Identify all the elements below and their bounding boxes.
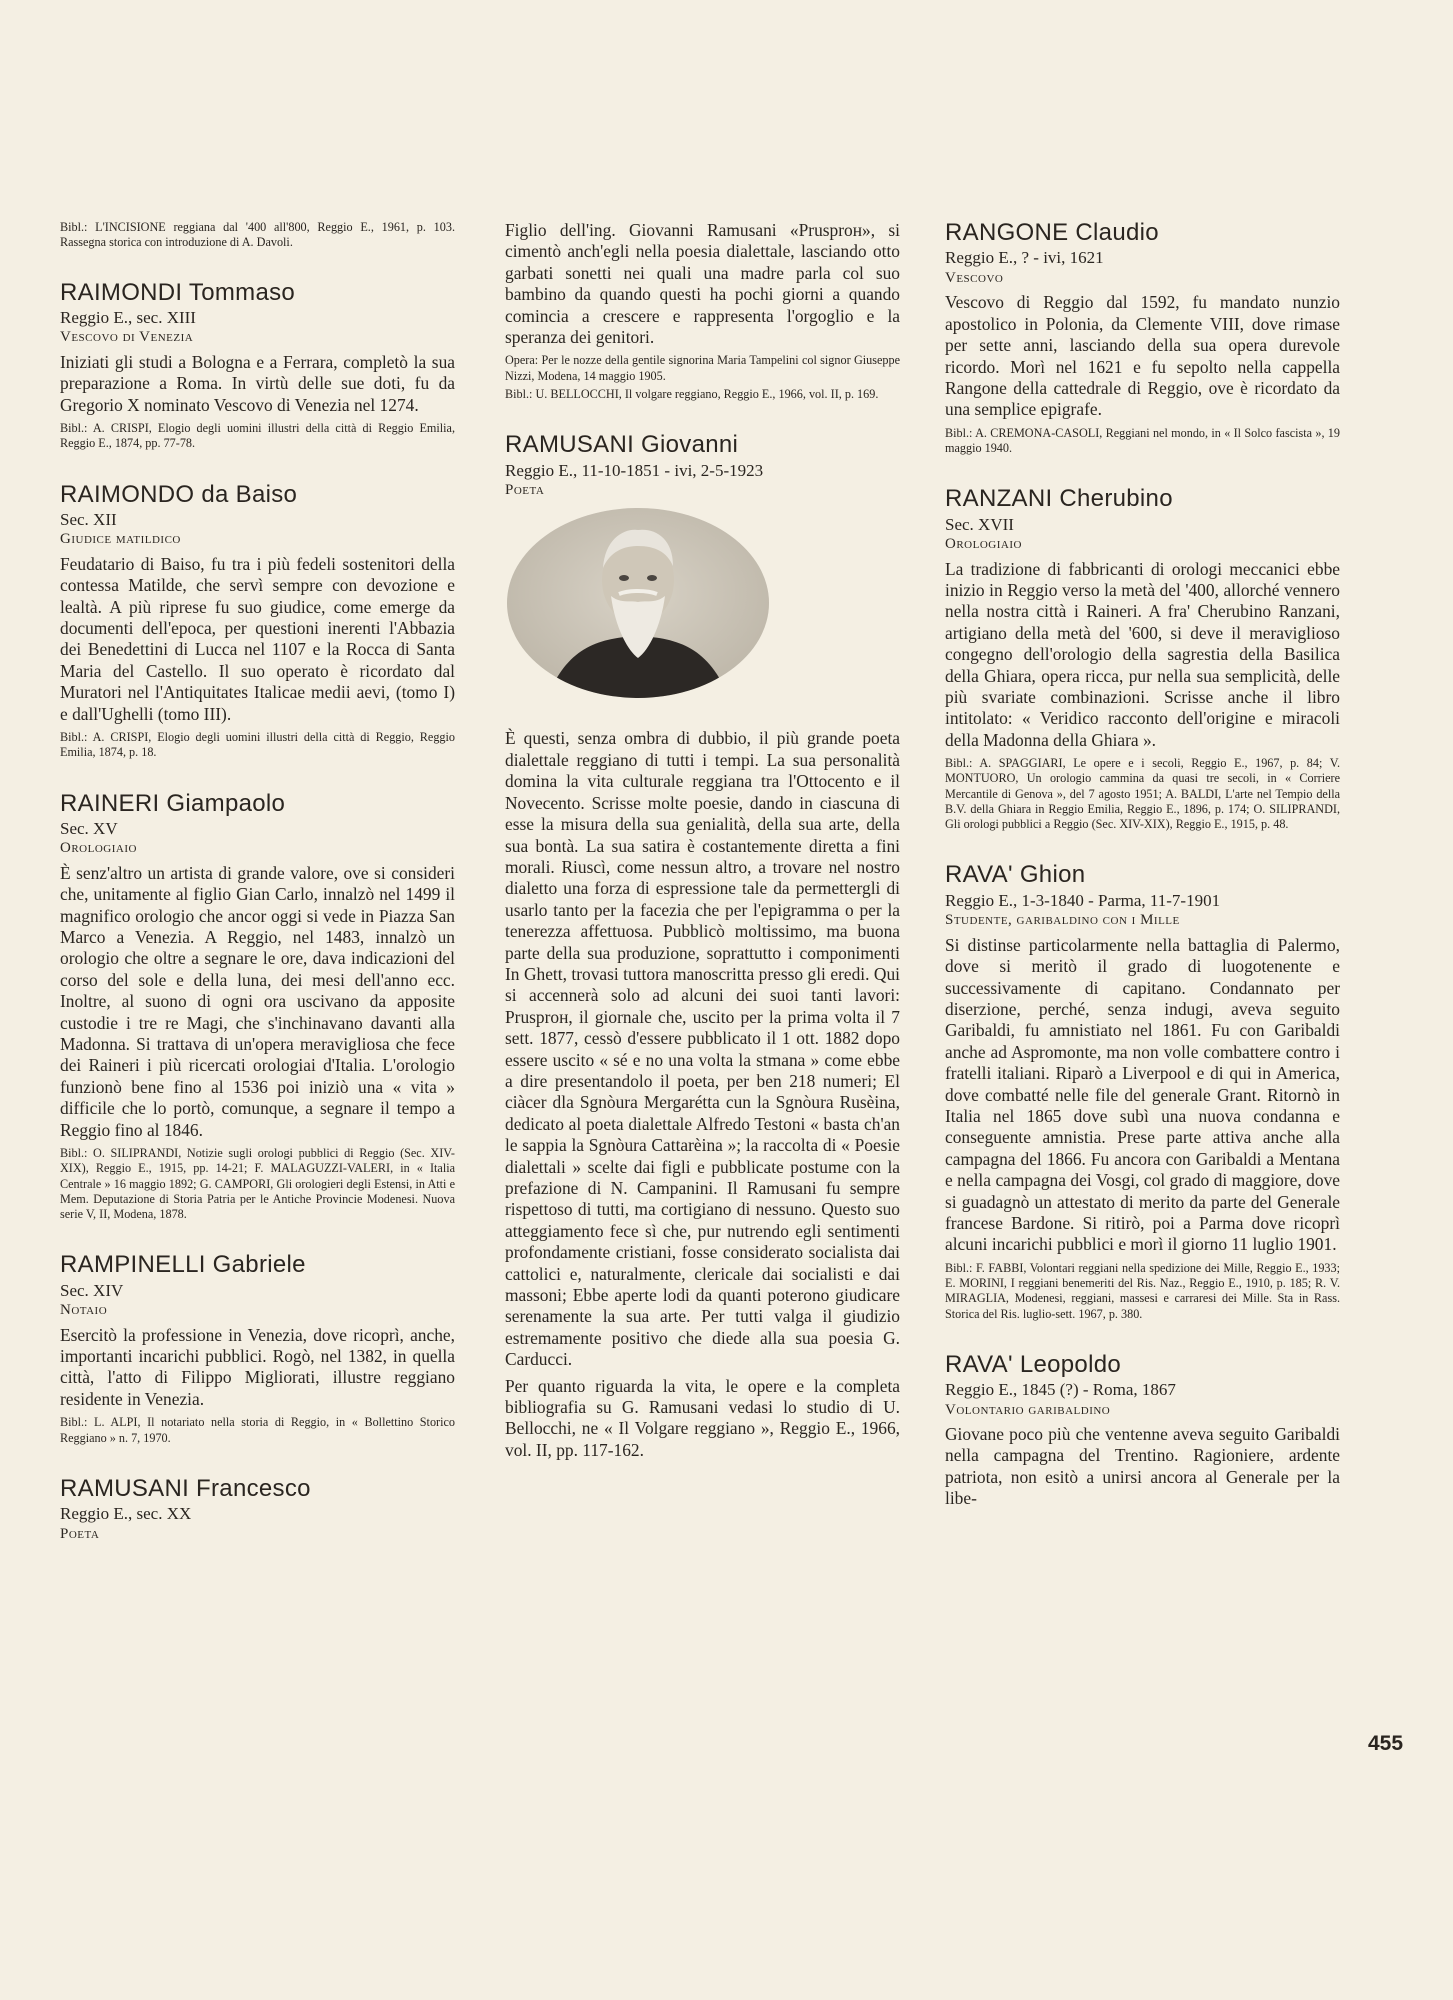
entry-name: RAINERI Giampaolo: [60, 789, 286, 817]
entry-body: Iniziati gli studi a Bologna e a Ferrara, completò la sua preparazione a Roma. In virtù delle sue doti, fu da Gregorio X nominato Vescovo di Venezia nel 1274.: [60, 351, 455, 415]
entry-name: RAMPINELLI Gabriele: [60, 1251, 306, 1279]
entry-dates: Reggio E., 11-10-1851 - ivi, 2-5-1923: [505, 460, 764, 480]
entry-role: Orologiaio: [60, 840, 137, 857]
entry-dates: Reggio E., 1-3-1840 - Parma, 11-7-1901: [945, 890, 1221, 910]
entry-bibliography: Bibl.: A. SPAGGIARI, Le opere e i secoli, Reggio E., 1967, p. 84; V. MONTUORO, Un orologio cammina da quasi tre secoli, in « Corriere Mercantile di Genova », del 7 agosto 1951; A. BALDI, L'arte nel Tempio della B.V. della Ghiara in Reggio Emilia, Reggio E., 1896, p. 174; O. SILIPRANDI, Gli orologi pubblici a Reggio (Sec. XIV-XIX), Reggio E., 1915, p. 48.: [945, 756, 1340, 832]
entry-ramusani-giovanni: [505, 432, 900, 1461]
entry-role: Giudice matildico: [60, 531, 181, 548]
entry-rangone-claudio: [945, 220, 1340, 456]
entry-role: Volontario garibaldino: [945, 1401, 1111, 1418]
entry-body-continued: Per quanto riguarda la vita, le opere e la completa bibliografia su G. Ramusani vedasi lo studio di U. Bellocchi, ne « Il Volgare reggiano », Reggio E., 1966, vol. II, pp. 117-162.: [505, 1375, 900, 1460]
entry-role: Vescovo di Venezia: [60, 329, 194, 346]
entry-dates: Reggio E., 1845 (?) - Roma, 1867: [945, 1380, 1176, 1400]
entry-role: Orologiaio: [945, 536, 1022, 552]
entry-raimondo-da-baiso: [60, 482, 455, 761]
entry-body: Esercitò la professione in Venezia, dove ricoprì, anche, importanti incarichi pubblici. Rogò, nel 1382, in quella città, l'atto di Filippo Migliorati, illustre reggiano residente in Venezia.: [60, 1324, 455, 1409]
entry-name: RAMUSANI Giovanni: [505, 431, 739, 459]
entry-bibliography: Bibl.: A. CRISPI, Elogio degli uomini illustri della città di Reggio, Reggio Emilia, 1874, p. 18.: [60, 730, 455, 760]
entry-ramusani-francesco-continued: [505, 220, 900, 402]
entry-raineri-giampaolo: [60, 791, 455, 1223]
entry-name: RAVA' Leopoldo: [945, 1350, 1122, 1378]
entry-opera: Opera: Per le nozze della gentile signorina Maria Tampelini col signor Giuseppe Nizzi, Modena, 14 maggio 1905.: [505, 353, 900, 383]
entry-dates: Sec. XII: [60, 509, 117, 529]
entry-bibliography: Bibl.: O. SILIPRANDI, Notizie sugli orologi pubblici di Reggio (Sec. XIV-XIX), Reggio E., 1915, pp. 14-21; F. MALAGUZZI-VALERI, in « Italia Centrale » 16 maggio 1892; G. CAMPORI, Gli orologieri degli Estensi, in Atti e Mem. Deputazione di Storia Patria per le Antiche Provincie Modenesi. Nuova serie V, II, Modena, 1878.: [60, 1146, 455, 1222]
entry-role: Studente, garibaldino con i Mille: [945, 912, 1180, 929]
entry-ranzani-cherubino: [945, 486, 1340, 832]
entry-body: Figlio dell'ing. Giovanni Ramusani «Prusprон», si cimentò anch'egli nella poesia dialettale, lasciando otto garbati sonetti nei quali una madre parla col suo bambino da quando questi ha pochi giorni a quando comincia a crescere e rappresenta l'orgoglio e la speranza dei genitori.: [505, 220, 900, 348]
entry-role: Poeta: [505, 481, 545, 498]
entry-dates: Reggio E., ? - ivi, 1621: [945, 248, 1104, 268]
entry-name: RAMUSANI Francesco: [60, 1474, 311, 1502]
entry-dates: Reggio E., sec. XX: [60, 1504, 192, 1524]
entry-rava-leopoldo: [945, 1352, 1340, 1510]
entry-name: RAIMONDI Tommaso: [60, 278, 296, 306]
entry-role: Vescovo: [945, 269, 1004, 286]
entry-body: Feudatario di Baiso, fu tra i più fedeli sostenitori della contessa Matilde, che servì sempre con devozione e lealtà. A più riprese fu suo giudice, come emerge da documenti dell'epoca, per questioni inerenti l'Abbazia dei Benedettini di Lucca nel 1107 e la Rocca di Santa Maria del Castello. Il suo operato è ricordato dal Muratori nel l'Antiquitates Italicae medii aevi, (tomo I) e dall'Ughelli (tomo III).: [60, 553, 455, 724]
entry-dates: Reggio E., sec. XIII: [60, 307, 196, 327]
entry-name: RAVA' Ghion: [945, 861, 1086, 889]
entry-bibliography: Bibl.: L. ALPI, Il notariato nella storia di Reggio, in « Bollettino Storico Reggiano » n. 7, 1970.: [60, 1415, 455, 1445]
entry-ramusani-francesco: [60, 1476, 455, 1544]
intro-bibliography: Bibl.: L'INCISIONE reggiana dal '400 all'800, Reggio E., 1961, p. 103. Rassegna storica con introduzione di A. Davoli.: [60, 220, 455, 250]
entry-bibliography: Bibl.: A. CRISPI, Elogio degli uomini illustri della città di Reggio Emilia, Reggio E., 1874, pp. 77-78.: [60, 421, 455, 451]
column-right: [945, 220, 1340, 1540]
column-left: [60, 220, 455, 1574]
entry-role: Notaio: [60, 1302, 108, 1319]
entry-name: RANGONE Claudio: [945, 219, 1159, 246]
entry-bibliography: Bibl.: F. FABBI, Volontari reggiani nella spedizione dei Mille, Reggio E., 1933; E. MORINI, I reggiani benemeriti del Ris. Naz., Reggio E., 1910, p. 185; R. V. MIRAGLIA, Modenesi, reggiani, massesi e carraresi dei Mille. Sta in Rass. Storica del Ris. luglio-sett. 1967, p. 380.: [945, 1260, 1340, 1321]
entry-body: È questi, senza ombra di dubbio, il più grande poeta dialettale reggiano di tutti i tempi. La sua personalità domina la vita culturale reggiana tra l'Ottocento e il Novecento. Scrisse molte poesie, dando in ciascuna di esse la misura della sua genialità, della sua arte, della sua bontà. La sua satira è costantemente diretta a fini morali. Riuscì, come nessun altro, a trovare nel nostro dialetto una forza di espressione tale da permettergli di usarlo tanto per la facezia che per l'epigramma o per la tenerezza affettuosa. Pubblicò moltissimo, ma buona parte della sua produzione, soprattutto i componimenti In Ghett, trovasi tuttora manoscritta presso gli eredi. Qui si accennerà solo ad alcuni dei suoi tanti lavori: Prusprон, il giornale che, uscito per la prima volta il 7 sett. 1877, cessò d'essere pubblicato il 1 ott. 1882 dopo essere uscito « sé e no una volta la stmana » come ebbe a dire presentandolo il poeta, per ben 218 numeri; El ciàcer dla Sgnòura Mergarétta cun la Sgnòura Rusèina, dedicato al poeta dialettale Alfredo Testoni « basta ch'an le sappia la Sgnòura Cattarèina »; la raccolta di « Poesie dialettali » scelte dai figli e pubblicate postume con la prefazione di N. Campanini. Il Ramusani fu sempre rispettoso di tutti, ma cortigiano di nessuno. Questo suo atteggiamento fece sì che, pur nutrendo egli sentimenti profondamente cristiani, fosse considerato socialista dai cattolici e, naturalmente, clericale dai socialisti e dai massoni; Ebbe aperte lodi da quanti poterono giudicare serenamente la sua arte. Per tutti valga il giudizio estremamente positivo che diede alla sua poesia G. Carducci.: [505, 728, 900, 1370]
portrait-illustration: [507, 508, 769, 698]
entry-dates: Sec. XVII: [945, 514, 1014, 534]
entry-body: Vescovo di Reggio dal 1592, fu mandato nunzio apostolico in Polonia, da Clemente VIII, dove rimase per sette anni, lasciando della sua opera durevole ricordo. Morì nel 1621 e fu sepolto nella cappella Rangone della cattedrale di Reggio, ove è ricordato da una semplice epigrafe.: [945, 292, 1340, 420]
entry-bibliography: Bibl.: U. BELLOCCHI, Il volgare reggiano, Reggio E., 1966, vol. II, p. 169.: [505, 386, 879, 401]
entry-rampinelli-gabriele: [60, 1252, 455, 1445]
entry-body: Si distinse particolarmente nella battaglia di Palermo, dove si meritò il grado di luogotenente e successivamente di capitano. Condannato per diserzione, perché, senza indugi, aveva seguito Garibaldi, fu amnistiato nel 1861. Fu con Garibaldi anche ad Aspromonte, ma non volle combattere contro i fratelli italiani. Riparò a Liverpool e di qui in America, dove combatté nelle file del generale Grant. Ritornò in Italia nel 1865 dove subì una nuova condanna e conseguente amnistia. Prese parte attiva anche alla campagna del 1866. Fu ancora con Garibaldi a Mentana e nella campagna dei Vosgi, col grado di maggiore, dove si guadagnò un attestato di merito da parte del Generale francese Bardone. Si ritirò, poi a Parma dove ricoprì alcuni incarichi pubblici e morì il giorno 11 luglio 1901.: [945, 934, 1340, 1255]
page-number: 455: [1368, 1732, 1404, 1755]
entry-name: RAIMONDO da Baiso: [60, 480, 298, 508]
entry-rava-ghion: [945, 862, 1340, 1321]
entry-dates: Sec. XV: [60, 818, 118, 838]
column-middle: [505, 220, 900, 1491]
portrait-photo: [507, 508, 769, 698]
entry-body: È senz'altro un artista di grande valore, ove si consideri che, unitamente al figlio Gian Carlo, innalzò nel 1499 il magnifico orologio che ancor oggi si vede in Piazza San Marco a Venezia. A Reggio, nel 1483, innalzò un orologio che oltre a segnare le ore, dava indicazioni del corso del sole e della luna, dei mesi dell'anno ecc. Inoltre, al suono di ogni ora uscivano da apposite custodie i tre re Magi, che s'inchinavano davanti alla Madonna. Si trattava di un'opera meravigliosa che fece dei Raineri i più ricercati orologiai d'Italia. L'orologio funzionò bene fino al 1536 poi iniziò una « vita » difficile che lo portò, comunque, a segnare il tempo a Reggio fino al 1846.: [60, 862, 455, 1140]
entry-body: Giovane poco più che ventenne aveva seguito Garibaldi nella campagna del Trentino. Ragioniere, ardente patriota, non esitò a unirsi ancora al Generale per la libe-: [945, 1424, 1340, 1509]
entry-body: La tradizione di fabbricanti di orologi meccanici ebbe inizio in Reggio verso la metà del '400, allorché vennero nella nostra città i Raineri. A fra' Cherubino Ranzani, artigiano della metà del '600, si deve il meraviglioso congegno dell'orologio della sagrestia della Basilica della Ghiara, opera ricca, pur nella sua semplicità, delle più svariate combinazioni. Scrisse anche il libro intitolato: « Veridico racconto dell'origine e miracoli della Madonna della Ghiara ».: [945, 558, 1340, 750]
entry-raimondi-tommaso: [60, 280, 455, 452]
entry-role: Poeta: [60, 1525, 100, 1542]
entry-dates: Sec. XIV: [60, 1280, 124, 1300]
entry-bibliography: Bibl.: A. CREMONA-CASOLI, Reggiani nel mondo, in « Il Solco fascista », 19 maggio 1940.: [945, 425, 1340, 455]
entry-name: RANZANI Cherubino: [945, 485, 1173, 513]
